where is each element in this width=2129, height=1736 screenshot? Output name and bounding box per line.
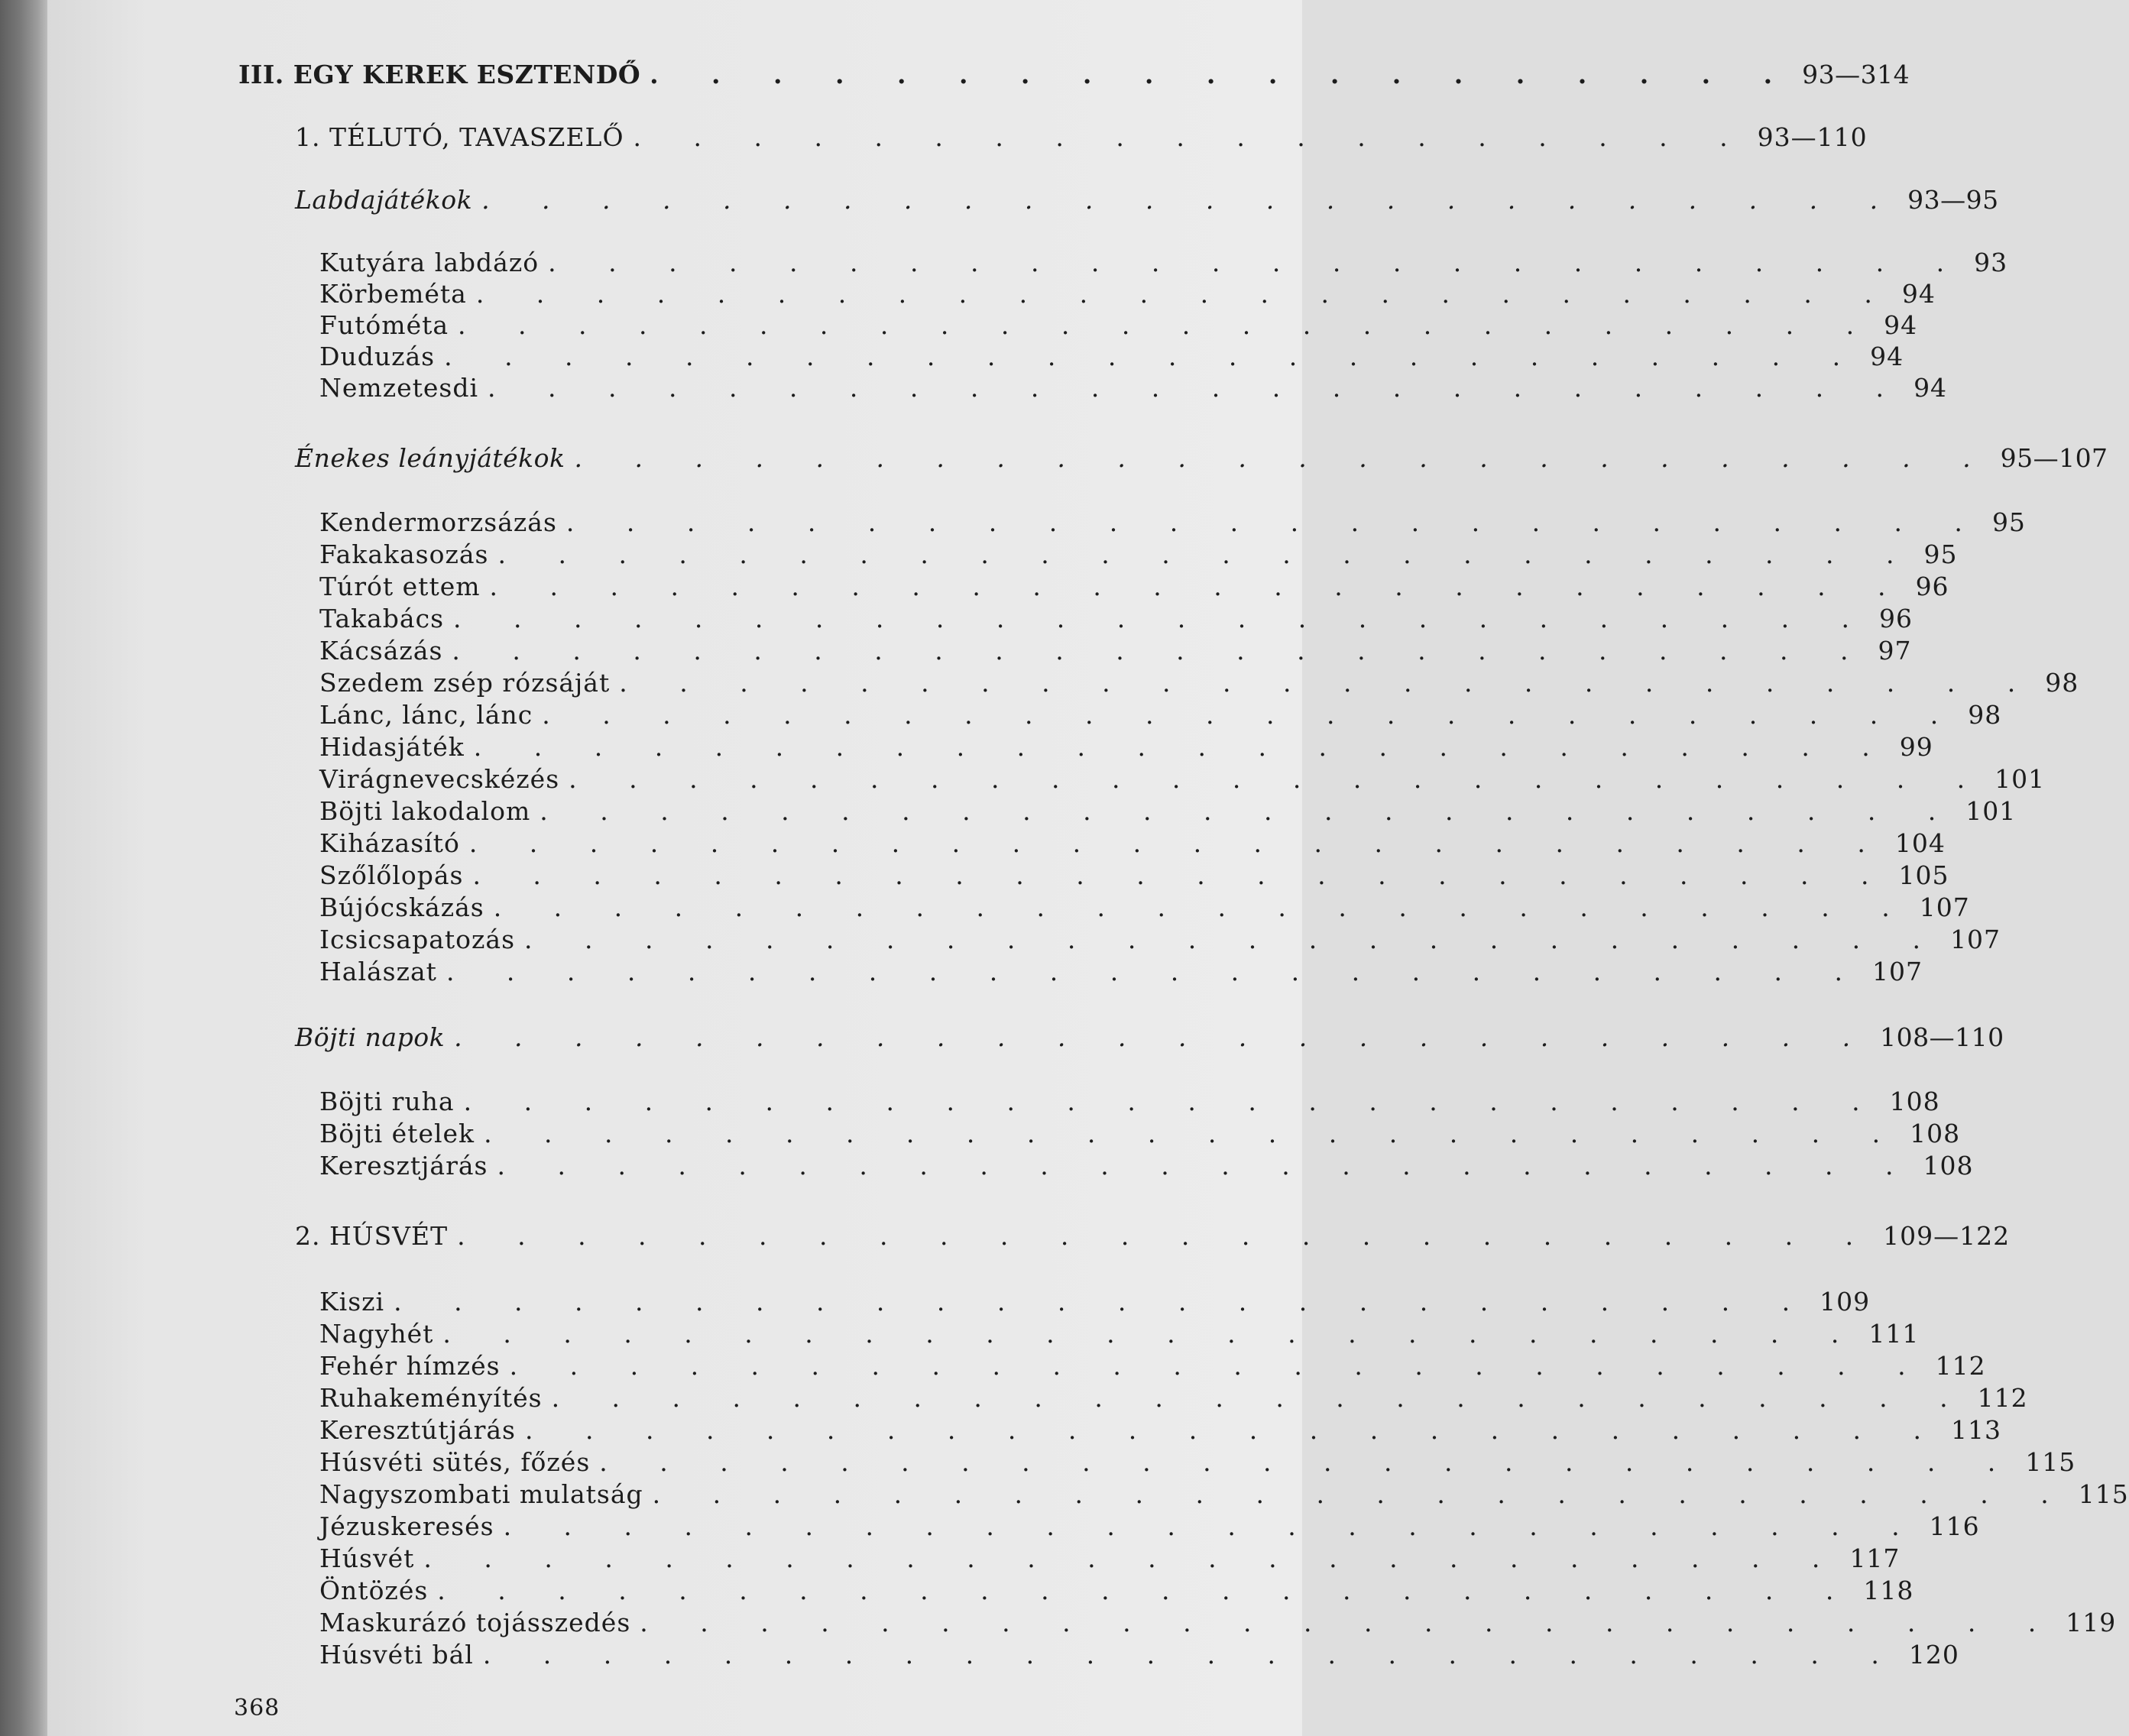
- toc-entry-title: Kiszi: [319, 1287, 385, 1317]
- toc-entry-page: 97: [1878, 636, 1912, 666]
- toc-entry: [319, 1287, 1871, 1317]
- toc-entry-page: 96: [1879, 604, 1914, 633]
- toc-entry-page: 108: [1910, 1119, 1961, 1148]
- toc-entry-title: Kendermorzsázás: [319, 507, 557, 537]
- toc-entry-title: Virágnevecskézés: [319, 764, 560, 794]
- toc-entry: [319, 860, 1949, 890]
- dot-leader: . . . . . . . . . . . . . . . . . . . . . . . .: [509, 1351, 1928, 1381]
- dot-leader: . . . . . . . . . . . . . . . . . . . . . . . .: [542, 700, 1961, 730]
- dot-leader: . . . . . . . . . . . . . . . . . . . . . . . .: [458, 310, 1877, 340]
- toc-part-title: III. EGY KEREK ESZTENDŐ: [238, 60, 641, 89]
- toc-entry: [319, 796, 2017, 826]
- toc-entry-page: 117: [1849, 1543, 1901, 1573]
- toc-entry-page: 101: [1995, 764, 2046, 794]
- toc-entry-title: Szedem zsép rózsáját: [319, 668, 611, 698]
- toc-entry-title: Körbeméta: [319, 279, 467, 309]
- toc-entry-title: Húsvéti sütés, főzés: [319, 1447, 591, 1477]
- toc-entry-title: Fehér hímzés: [319, 1351, 501, 1381]
- dot-leader: . . . . . . . . . . . . . . . . . . . . . . . .: [453, 604, 1872, 633]
- toc-entry: [319, 636, 1912, 666]
- dot-leader: . . . . . . . . . . . . . . . . . . . . . . . .: [444, 342, 1863, 371]
- dot-leader: . . . . . . . . . . . . . . . . . . . . . . . .: [565, 507, 1985, 537]
- toc-chapter-heading: [295, 122, 1868, 152]
- toc-entry-page: 113: [1951, 1415, 2002, 1445]
- toc-entry-title: Kutyára labdázó: [319, 248, 540, 277]
- toc-entry-page: 118: [1863, 1576, 1914, 1605]
- toc-entry-page: 94: [1870, 342, 1904, 371]
- dot-leader: . . . . . . . . . . . . . . . . . . . . . . . .: [484, 1119, 1903, 1148]
- toc-entry-title: Icsicsapatozás: [319, 925, 516, 954]
- toc-entry: [319, 1151, 1974, 1181]
- toc-entry: [319, 1087, 1940, 1116]
- toc-entry: [319, 732, 1933, 762]
- toc-entry: [319, 764, 2046, 794]
- toc-chapter-pages: 109—122: [1883, 1221, 2011, 1251]
- toc-entry-page: 95: [1991, 507, 2026, 537]
- toc-entry-page: 101: [1965, 796, 2017, 826]
- toc-entry: [319, 1479, 2129, 1509]
- toc-part-pages: 93—314: [1802, 60, 1910, 89]
- toc-entry-title: Ruhakeményítés: [319, 1383, 543, 1413]
- toc-entry: [319, 1608, 2117, 1637]
- toc-entry-title: Kiházasító: [319, 828, 460, 858]
- toc-entry-page: 112: [1977, 1383, 2028, 1413]
- dot-leader: . . . . . . . . . . . . . . . . . . . . . . . .: [619, 668, 2038, 698]
- toc-entry: [319, 668, 2079, 698]
- toc-entry: [319, 892, 1970, 922]
- toc-section-pages: 95—107: [2000, 443, 2108, 473]
- toc-entry-title: Jézuskeresés: [319, 1511, 494, 1541]
- toc-section-title: Labdajátékok: [295, 185, 473, 215]
- toc-entry: [319, 1447, 2076, 1477]
- toc-entry-page: 94: [1914, 373, 1948, 403]
- dot-leader: . . . . . . . . . . . . . . . . . . . . . . . .: [463, 1087, 1882, 1116]
- toc-entry: [319, 828, 1946, 858]
- toc-section-heading: [295, 1022, 2004, 1052]
- dot-leader: . . . . . . . . . . . . . . . . . . . . . . . .: [482, 1640, 1901, 1670]
- toc-entry-title: Túrót ettem: [319, 572, 481, 601]
- dot-leader: . . . . . . . . . . . . . . . . . . . . . . . .: [548, 248, 1967, 277]
- toc-section-pages: 108—110: [1880, 1022, 2004, 1052]
- dot-leader: . . . . . . . . . . . . . . . . . . . . . . . .: [394, 1287, 1813, 1317]
- toc-entry-title: Maskurázó tojásszedés: [319, 1608, 631, 1637]
- toc-entry-page: 94: [1884, 310, 1918, 340]
- dot-leader: . . . . . . . . . . . . . . . . . . . . . . . .: [457, 1221, 1876, 1251]
- toc-section-pages: 93—95: [1907, 185, 1999, 215]
- dot-leader: . . . . . . . . . . . . . . . . . . . . . . . .: [452, 636, 1871, 666]
- dot-leader: . . . . . . . . . . . . . . . . . . . . . . . .: [423, 1543, 1842, 1573]
- toc-entry-title: Futóméta: [319, 310, 449, 340]
- toc-entry: [319, 279, 1936, 309]
- dot-leader: . . . . . . . . . . . . . . . . . . . . . . . .: [475, 279, 1894, 309]
- toc-entry-page: 108: [1923, 1151, 1974, 1181]
- toc-chapter-title: 2. HÚSVÉT: [295, 1221, 449, 1251]
- toc-chapter-heading: [295, 1221, 2011, 1251]
- dot-leader: . . . . . . . . . . . . . . . . . . . . . . . .: [442, 1319, 1862, 1349]
- dot-leader: . . . . . . . . . . . . . . . . . . . . . . . .: [524, 925, 1943, 954]
- toc-entry: [319, 248, 2008, 277]
- toc-entry-title: Nemzetesdi: [319, 373, 479, 403]
- dot-leader: . . . . . . . . . . . . . . . . . . . . . . . .: [489, 572, 1908, 601]
- toc-entry-page: 99: [1899, 732, 1933, 762]
- toc-entry-title: Keresztútjárás: [319, 1415, 516, 1445]
- dot-leader: . . . . . . . . . . . . . . . . . . . . . . . .: [497, 539, 1917, 569]
- page-number: 368: [234, 1695, 280, 1721]
- toc-entry: [319, 1576, 1914, 1605]
- toc-entry-page: 115: [2025, 1447, 2076, 1477]
- toc-section-heading: [295, 443, 2108, 473]
- dot-leader: . . . . . . . . . . . . . . . . . . . . . . . .: [454, 1022, 1873, 1052]
- toc-entry-page: 94: [1901, 279, 1936, 309]
- toc-entry: [319, 1383, 2028, 1413]
- toc-entry: [319, 373, 1948, 403]
- toc-entry-title: Hidasjáték: [319, 732, 465, 762]
- toc-entry: [319, 1119, 1961, 1148]
- toc-part-heading: [238, 60, 1910, 89]
- toc-entry-page: 104: [1894, 828, 1946, 858]
- toc-entry-title: Halászat: [319, 957, 437, 986]
- toc-entry: [319, 1640, 1959, 1670]
- dot-leader: . . . . . . . . . . . . . . . . . . . . . . . .: [493, 892, 1912, 922]
- toc-entry: [319, 925, 2001, 954]
- toc-section-heading: [295, 185, 1999, 215]
- toc-entry-title: Kácsázás: [319, 636, 443, 666]
- toc-section-title: Énekes leányjátékok: [295, 443, 565, 473]
- toc-entry-title: Nagyhét: [319, 1319, 434, 1349]
- dot-leader: . . . . . . . . . . . . . . . . . . . . . . . .: [525, 1415, 1944, 1445]
- dot-leader: . . . . . . . . . . . . . . . . . . . . . . . .: [640, 1608, 2059, 1637]
- toc-entry-title: Böjti lakodalom: [319, 796, 531, 826]
- dot-leader: . . . . . . . . . . . . . . . . . . .: [650, 60, 1795, 89]
- toc-entry-title: Keresztjárás: [319, 1151, 488, 1181]
- toc-entry-page: 116: [1929, 1511, 1980, 1541]
- toc-entry-title: Böjti ételek: [319, 1119, 475, 1148]
- toc-entry-page: 111: [1868, 1319, 1920, 1349]
- dot-leader: . . . . . . . . . . . . . . . . . . . . . . . .: [472, 860, 1891, 890]
- dot-leader: . . . . . . . . . . . . . . . . . . . . . . . .: [652, 1479, 2071, 1509]
- dot-leader: . . . . . . . . . . . . . . . . . . . . . . . .: [473, 732, 1892, 762]
- toc-entry: [319, 1319, 1920, 1349]
- toc-chapter-pages: 93—110: [1757, 122, 1868, 152]
- dot-leader: . . . . . . . . . . . . . . . . . . . . . . . .: [481, 185, 1901, 215]
- toc-entry-page: 98: [1968, 700, 2002, 730]
- toc-entry-title: Duduzás: [319, 342, 436, 371]
- toc-entry: [319, 1351, 1986, 1381]
- toc-entry-page: 112: [1935, 1351, 1986, 1381]
- toc-entry-title: Szőlőlopás: [319, 860, 464, 890]
- dot-leader: . . . . . . . . . . . . . . . . . . . . . . . .: [468, 828, 1888, 858]
- toc-entry: [319, 507, 2026, 537]
- toc-entry-title: Fakakasozás: [319, 539, 489, 569]
- toc-entry: [319, 1415, 2002, 1445]
- toc-entry-title: Nagyszombati mulatság: [319, 1479, 643, 1509]
- toc-entry-page: 95: [1923, 539, 1958, 569]
- toc-entry-title: Takabács: [319, 604, 445, 633]
- toc-entry-title: Böjti ruha: [319, 1087, 455, 1116]
- dot-leader: . . . . . . . . . . . . . . . . . . . . . . . .: [446, 957, 1865, 986]
- dot-leader: . . . . . . . . . . . . . . . . . . .: [633, 122, 1750, 152]
- toc-entry-page: 107: [1871, 957, 1923, 986]
- toc-entry-page: 108: [1889, 1087, 1940, 1116]
- dot-leader: . . . . . . . . . . . . . . . . . . . . . . . .: [551, 1383, 1970, 1413]
- toc-chapter-title: 1. TÉLUTÓ, TAVASZELŐ: [295, 122, 624, 152]
- dot-leader: . . . . . . . . . . . . . . . . . . . . . . . .: [574, 443, 1993, 473]
- toc-entry-title: Öntözés: [319, 1576, 429, 1605]
- toc-entry-title: Húsvéti bál: [319, 1640, 474, 1670]
- dot-leader: . . . . . . . . . . . . . . . . . . . . . . . .: [488, 373, 1907, 403]
- dot-leader: . . . . . . . . . . . . . . . . . . . . . . . .: [540, 796, 1959, 826]
- toc-entry: [319, 572, 1949, 601]
- toc-entry-title: Lánc, lánc, lánc: [319, 700, 533, 730]
- toc-entry: [319, 1543, 1901, 1573]
- dot-leader: . . . . . . . . . . . . . . . . . . . . . . . .: [503, 1511, 1922, 1541]
- toc-entry: [319, 342, 1904, 371]
- toc-entry: [319, 700, 2002, 730]
- toc-section-title: Böjti napok: [295, 1022, 446, 1052]
- toc-entry-page: 107: [1919, 892, 1970, 922]
- toc-entry: [319, 310, 1918, 340]
- toc-entry-page: 119: [2066, 1608, 2117, 1637]
- toc-entry: [319, 539, 1958, 569]
- dot-leader: . . . . . . . . . . . . . . . . . . . . . . . .: [569, 764, 1988, 794]
- dot-leader: . . . . . . . . . . . . . . . . . . . . . . . .: [599, 1447, 2018, 1477]
- dot-leader: . . . . . . . . . . . . . . . . . . . . . . . .: [497, 1151, 1916, 1181]
- toc-entry-page: 98: [2045, 668, 2079, 698]
- toc-entry: [319, 1511, 1980, 1541]
- dot-leader: . . . . . . . . . . . . . . . . . . . . . . . .: [437, 1576, 1856, 1605]
- toc-entry-title: Húsvét: [319, 1543, 415, 1573]
- toc-entry-page: 93: [1974, 248, 2008, 277]
- toc-entry: [319, 957, 1923, 986]
- toc-entry-title: Bújócskázás: [319, 892, 484, 922]
- toc-entry-page: 105: [1898, 860, 1949, 890]
- toc-entry: [319, 604, 1914, 633]
- toc-entry-page: 120: [1908, 1640, 1959, 1670]
- toc-entry-page: 115: [2078, 1479, 2129, 1509]
- toc-entry-page: 107: [1950, 925, 2001, 954]
- toc-entry-page: 96: [1915, 572, 1949, 601]
- toc-entry-page: 109: [1820, 1287, 1871, 1317]
